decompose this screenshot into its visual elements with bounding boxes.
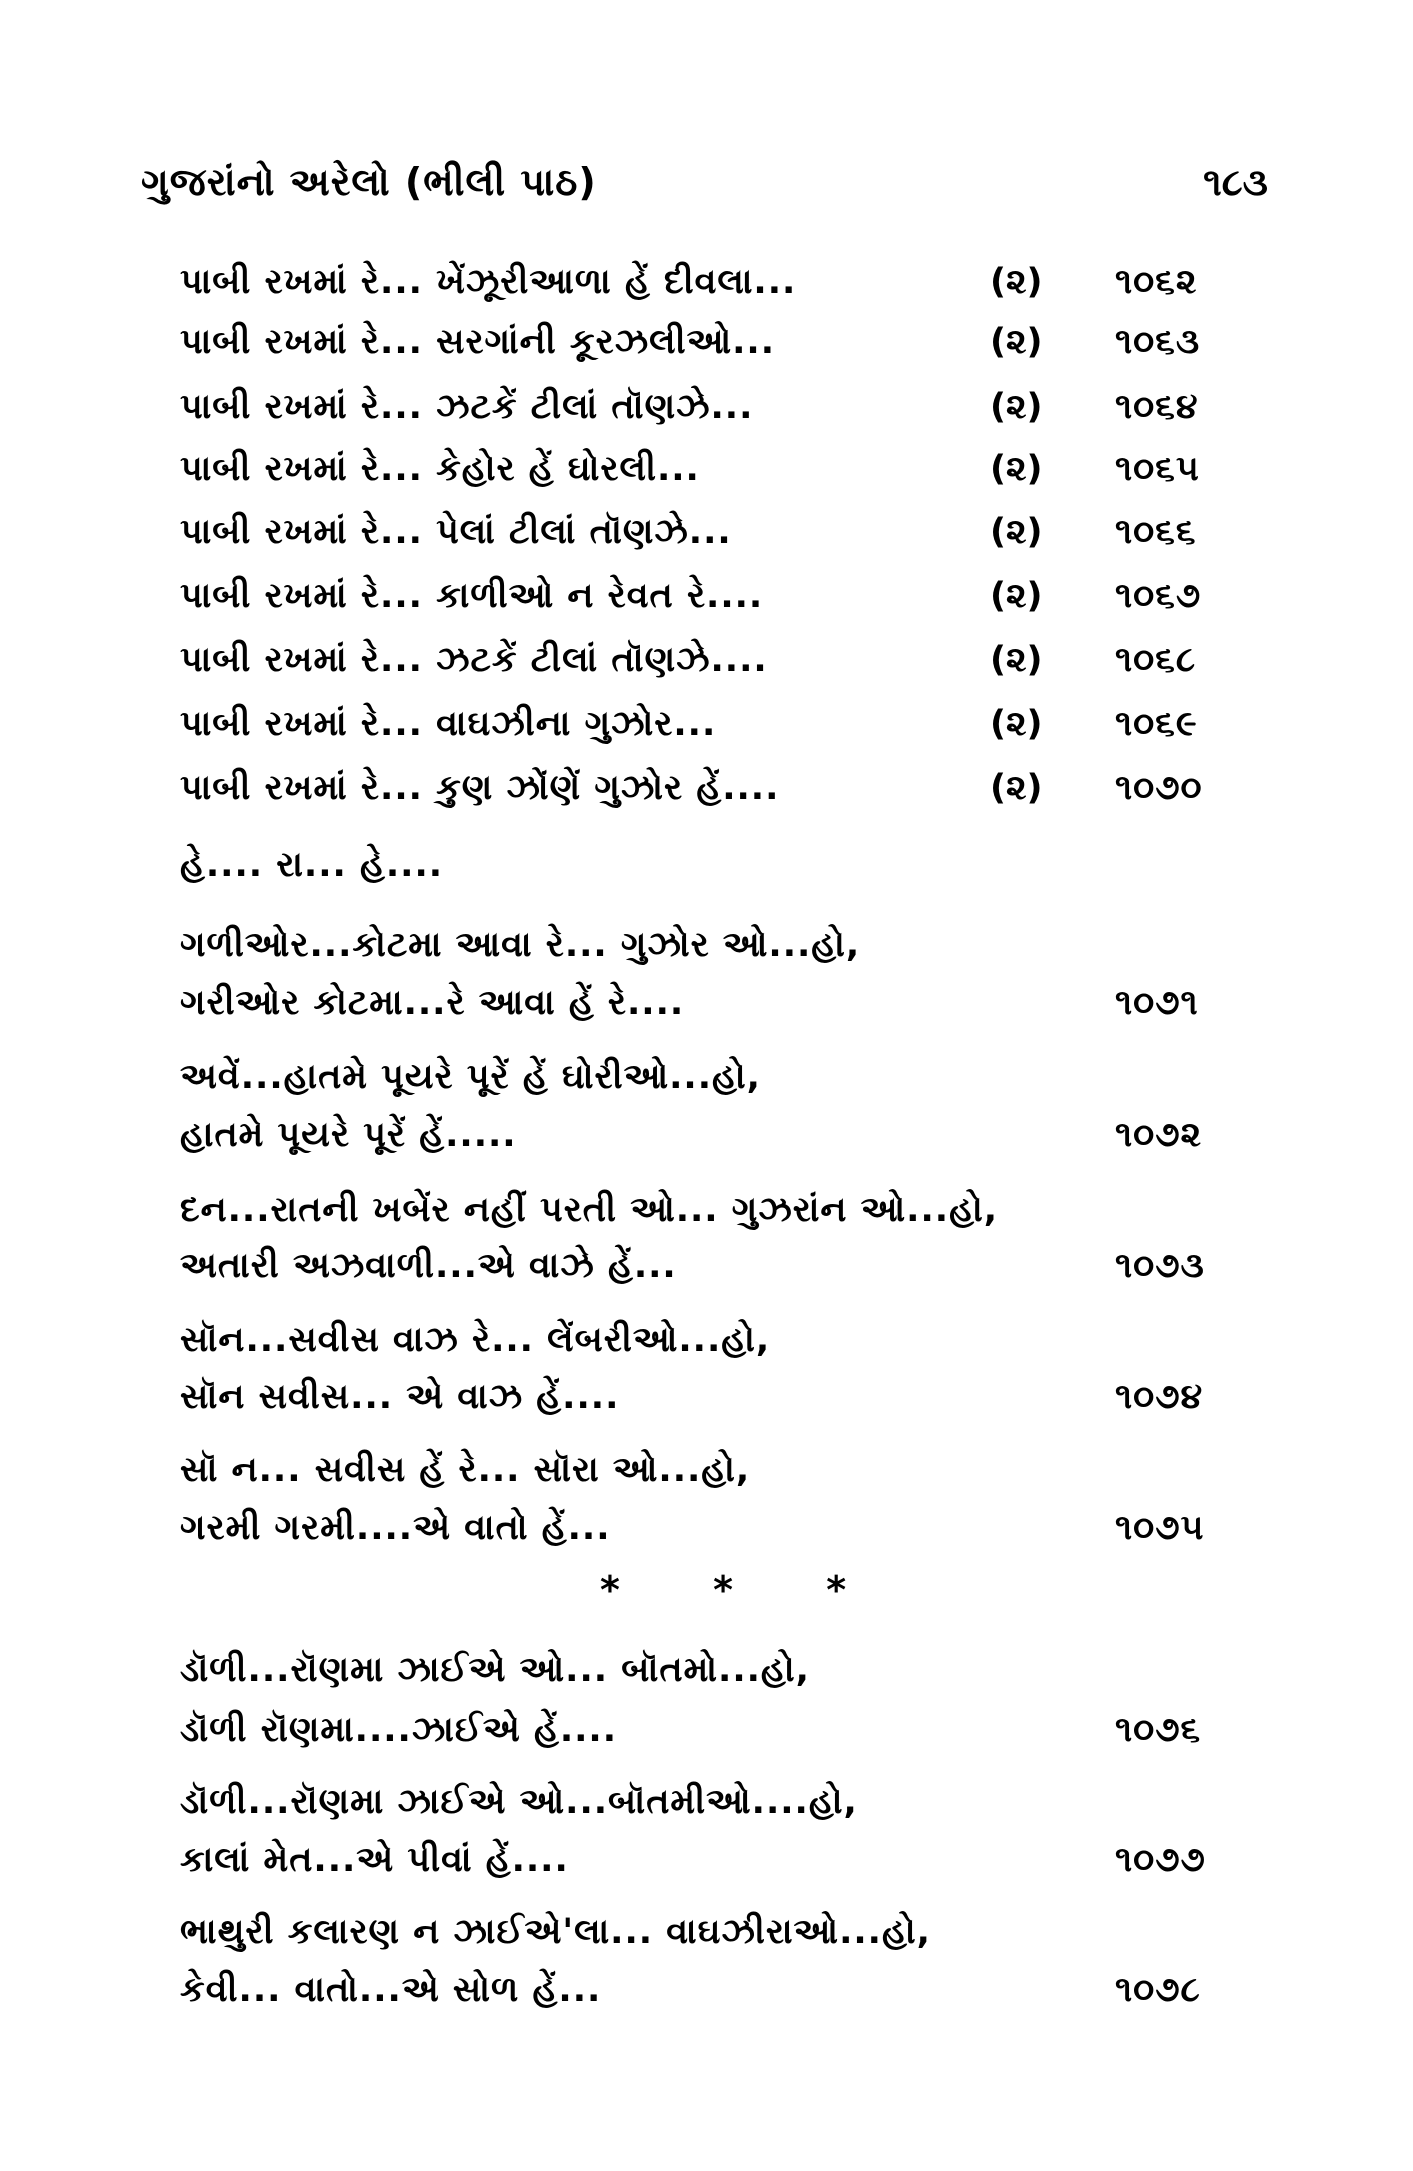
repeat-marker: (૨) xyxy=(990,768,1043,808)
verse-text: સૉ ન... સવીસ હેં રે... સૉરા ઓ...હો, xyxy=(180,1450,751,1490)
verse-number: ૧૦૭૫ xyxy=(1115,1508,1205,1548)
repeat-marker: (૨) xyxy=(990,387,1043,427)
stanza-line-2 xyxy=(0,1840,1413,1900)
stanza-line-2 xyxy=(0,983,1413,1043)
interjection-line xyxy=(0,845,1413,905)
verse-text: પાબી રખમાં રે... ઝટકેં ટીલાં તૉણઝે.... xyxy=(180,640,768,680)
stanza-line-2 xyxy=(0,1508,1413,1568)
verse-line xyxy=(0,576,1413,636)
stanza-line-1 xyxy=(0,1912,1413,1972)
verse-text: પાબી રખમાં રે... ઝટકેં ટીલાં તૉણઝે... xyxy=(180,387,754,427)
stanza-line-2 xyxy=(0,1710,1413,1770)
verse-line xyxy=(0,704,1413,764)
verse-number: ૧૦૬૨ xyxy=(1115,262,1198,302)
verse-text: પાબી રખમાં રે... ખેંઝૂરીઆળા હેં દીવલા... xyxy=(180,262,797,302)
verse-text: પાબી રખમાં રે... કુણ ઝોંણેં ગુઝોર હેં.... xyxy=(180,768,780,808)
stanza-line-2 xyxy=(0,1246,1413,1306)
verse-line xyxy=(0,322,1413,382)
verse-text: ડૉળી...રૉણમા ઝાઈએ ઓ... બૉતમો...હો, xyxy=(180,1650,810,1690)
verse-number: ૧૦૬૯ xyxy=(1115,704,1198,744)
repeat-marker: (૨) xyxy=(990,322,1043,362)
verse-number: ૧૦૬૫ xyxy=(1115,449,1200,489)
verse-text: દન...રાતની ખબેંર નહીં પરતી ઓ... ગુઝરાંન ઓ...હો, xyxy=(180,1190,998,1230)
verse-text: હાતમે પૂયરે પૂરેં હેં..... xyxy=(180,1115,517,1155)
repeat-marker: (૨) xyxy=(990,576,1043,616)
stanza-line-1 xyxy=(0,1650,1413,1710)
running-header-title: ગુજરાંનો અરેલો (ભીલી પાઠ) xyxy=(141,160,597,204)
interjection-text: હે.... રા... હે.... xyxy=(180,845,444,885)
verse-text: ગરમી ગરમી....એ વાતો હેં... xyxy=(180,1508,611,1548)
verse-text: કાલાં મેત...એ પીવાં હેં.... xyxy=(180,1840,569,1880)
verse-number: ૧૦૬૩ xyxy=(1115,322,1201,362)
stanza-line-2 xyxy=(0,1970,1413,2030)
verse-number: ૧૦૭૪ xyxy=(1115,1377,1204,1417)
verse-text: ડૉળી રૉણમા....ઝાઈએ હેં.... xyxy=(180,1710,618,1750)
page-number: ૧૮૩ xyxy=(1203,160,1268,204)
repeat-marker: (૨) xyxy=(990,512,1043,552)
stanza-line-1 xyxy=(0,1057,1413,1117)
verse-text: પાબી રખમાં રે... વાઘઝીના ગુઝોર... xyxy=(180,704,717,744)
verse-number: ૧૦૬૬ xyxy=(1115,512,1197,552)
verse-number: ૧૦૬૪ xyxy=(1115,387,1199,427)
stanza-line-1 xyxy=(0,1450,1413,1510)
repeat-marker: (૨) xyxy=(990,449,1043,489)
verse-line xyxy=(0,640,1413,700)
section-separator: * * * xyxy=(600,1568,887,1612)
verse-number: ૧૦૭૮ xyxy=(1115,1970,1201,2010)
verse-number: ૧૦૭૭ xyxy=(1115,1840,1206,1880)
verse-line xyxy=(0,262,1413,322)
stanza-line-1 xyxy=(0,1782,1413,1842)
verse-number: ૧૦૭૨ xyxy=(1115,1115,1203,1155)
verse-line xyxy=(0,387,1413,447)
verse-text: પાબી રખમાં રે... કાળીઓ ન રેવત રે.... xyxy=(180,576,764,616)
verse-text: ગળીઓર...કોટમા આવા રે... ગુઝોર ઓ...હો, xyxy=(180,925,861,965)
repeat-marker: (૨) xyxy=(990,640,1043,680)
verse-line xyxy=(0,449,1413,509)
verse-text: ડૉળી...રૉણમા ઝાઈએ ઓ...બૉતમીઓ....હો, xyxy=(180,1782,858,1822)
verse-number: ૧૦૭૬ xyxy=(1115,1710,1202,1750)
verse-text: અતારી અઝવાળી...એ વાઝે હેં... xyxy=(180,1246,677,1286)
repeat-marker: (૨) xyxy=(990,262,1043,302)
verse-text: ભાથુરી કલારણ ન ઝાઈએ'લા... વાઘઝીરાઓ...હો, xyxy=(180,1912,931,1952)
verse-number: ૧૦૬૭ xyxy=(1115,576,1202,616)
verse-number: ૧૦૬૮ xyxy=(1115,640,1197,680)
verse-text: અવેં...હાતમે પૂયરે પૂરેં હેં ઘોરીઓ...હો, xyxy=(180,1057,761,1097)
stanza-line-1 xyxy=(0,1320,1413,1380)
verse-number: ૧૦૭૩ xyxy=(1115,1246,1205,1286)
verse-number: ૧૦૭૦ xyxy=(1115,768,1203,808)
stanza-line-1 xyxy=(0,1190,1413,1250)
verse-text: ગરીઓર કોટમા...રે આવા હેં રે.... xyxy=(180,983,685,1023)
stanza-line-1 xyxy=(0,925,1413,985)
verse-text: સૉન સવીસ... એ વાઝ હેં.... xyxy=(180,1377,620,1417)
verse-text: પાબી રખમાં રે... પેલાં ટીલાં તૉણઝે... xyxy=(180,512,732,552)
verse-line xyxy=(0,512,1413,572)
verse-line xyxy=(0,768,1413,828)
verse-number: ૧૦૭૧ xyxy=(1115,983,1199,1023)
verse-text: સૉન...સવીસ વાઝ રે... લેંબરીઓ...હો, xyxy=(180,1320,771,1360)
repeat-marker: (૨) xyxy=(990,704,1043,744)
stanza-line-2 xyxy=(0,1377,1413,1437)
verse-text: કેવી... વાતો...એ સોળ હેં... xyxy=(180,1970,602,2010)
stanza-line-2 xyxy=(0,1115,1413,1175)
verse-text: પાબી રખમાં રે... કેહોર હેં ઘોરલી... xyxy=(180,449,700,489)
verse-text: પાબી રખમાં રે... સરગાંની કૂરઝલીઓ... xyxy=(180,322,776,362)
